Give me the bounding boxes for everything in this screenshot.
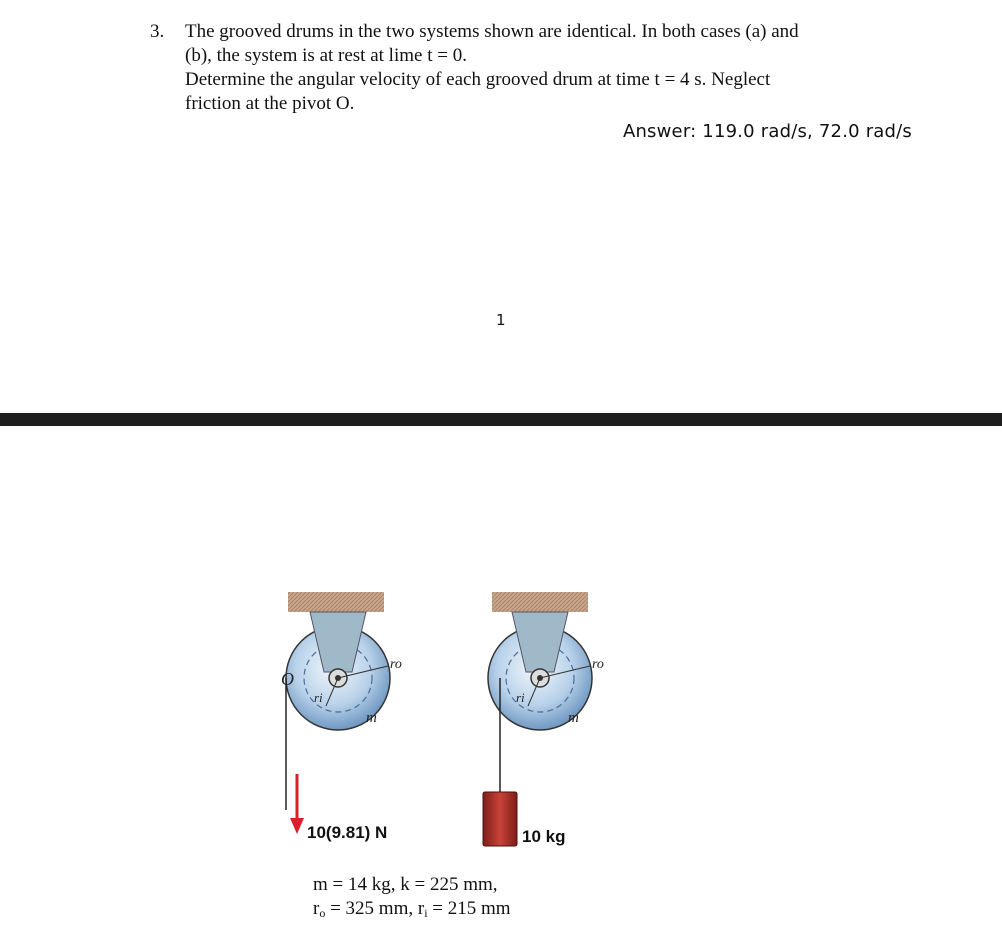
pulley-figure bbox=[250, 580, 610, 860]
block-label: 10 kg bbox=[522, 827, 566, 846]
left-system bbox=[281, 592, 402, 842]
problem-number: 3. bbox=[150, 21, 165, 42]
pulley-diagram bbox=[250, 580, 610, 860]
left-ri-label: ri bbox=[314, 690, 323, 705]
given-line-2: $r_o = 325$ mm, $r_i = 215$ mm bbox=[313, 898, 511, 920]
given-values bbox=[313, 873, 511, 925]
force-label: 10(9.81) N bbox=[307, 823, 388, 842]
hanging-block bbox=[483, 792, 517, 846]
right-system bbox=[483, 592, 604, 846]
right-mass-label: m bbox=[568, 710, 579, 726]
pivot-label: O bbox=[281, 669, 294, 689]
right-ceiling bbox=[492, 592, 588, 612]
problem-line-4: friction at the pivot O. bbox=[185, 93, 355, 114]
answer-text: Answer: 119.0 rad/s, 72.0 rad/s bbox=[622, 121, 912, 142]
right-ro-label: ro bbox=[592, 657, 604, 672]
problem-line-1: The grooved drums in the two systems shown are identical. In both cases (a) and bbox=[185, 21, 799, 42]
page-divider bbox=[0, 413, 1002, 426]
left-ro-label: ro bbox=[390, 657, 402, 672]
left-ceiling bbox=[288, 592, 384, 612]
force-arrow-head bbox=[290, 818, 304, 834]
problem-line-2: (b), the system is at rest at lime t = 0. bbox=[185, 45, 467, 66]
problem-line-3: Determine the angular velocity of each grooved drum at time t = 4 s. Neglect bbox=[185, 69, 771, 90]
right-ri-label: ri bbox=[516, 690, 525, 705]
left-mass-label: m bbox=[366, 710, 377, 726]
given-line-1: m = 14 kg, k = 225 mm, bbox=[313, 874, 498, 895]
problem-text bbox=[185, 20, 905, 116]
page-number: 1 bbox=[496, 311, 506, 329]
